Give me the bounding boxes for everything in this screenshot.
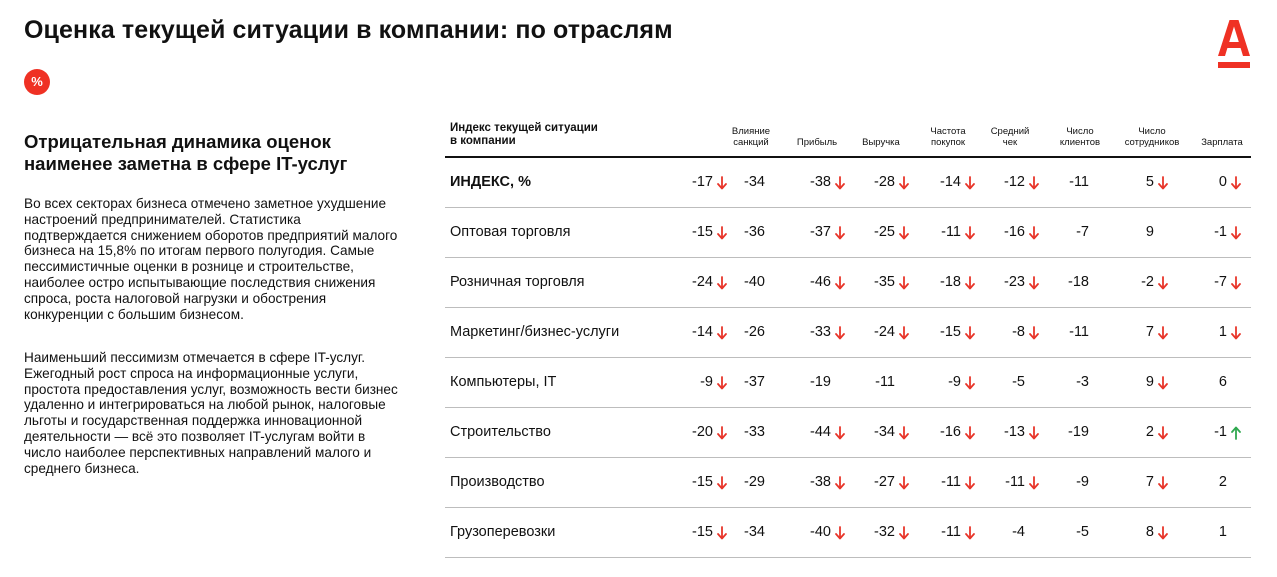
cell-value: -37 [744,374,765,390]
table-cell [923,374,983,392]
cell-value: -19 [810,374,831,390]
column-header [1117,126,1187,148]
column-header-line-1: Частота [930,126,966,137]
arrow-down-icon [1158,376,1168,390]
arrow-down-icon [965,376,975,390]
cell-value: -28 [874,174,895,190]
cell-value: -15 [692,524,713,540]
cell-value: -44 [810,424,831,440]
table-cell [1051,274,1111,292]
arrow-down-icon [717,526,727,540]
arrow-down-icon [1158,476,1168,490]
table-cell [727,424,787,442]
cell-value: -1 [1214,424,1227,440]
column-header [846,137,916,148]
cell-value: 0 [1218,174,1227,190]
cell-value: -34 [744,524,765,540]
arrow-down-icon [1231,276,1241,290]
cell-value: -11 [941,474,961,490]
cell-value: -34 [874,424,895,440]
arrow-down-icon [835,526,845,540]
arrow-down-icon [1029,476,1039,490]
subheading-line-1: Отрицательная динамика оценок [24,131,331,152]
table-cell [1189,174,1249,192]
table-cell [857,174,917,192]
cell-value: -37 [810,224,831,240]
arrow-down-icon [1029,276,1039,290]
cell-value: -2 [1141,274,1154,290]
cell-value: -18 [940,274,961,290]
table-cell [1189,424,1249,442]
cell-value: -9 [1076,474,1089,490]
table-cell [987,424,1047,442]
table-cell [1189,524,1249,542]
table-cell [1051,224,1111,242]
arrow-down-icon [1231,226,1241,240]
table-body [445,158,1251,558]
table-cell [923,474,983,492]
table-row [445,408,1251,458]
cell-value: -24 [692,274,713,290]
table-cell [987,474,1047,492]
table-cell [675,224,735,242]
cell-value: -38 [810,474,831,490]
table-cell [1051,524,1111,542]
index-table [445,120,1251,558]
row-label: Розничная торговля [450,274,585,290]
cell-value: -11 [1069,174,1089,190]
cell-value: -15 [692,224,713,240]
column-header-line-2: клиентов [1059,137,1101,148]
cell-value: 1 [1218,324,1227,340]
cell-value: -14 [940,174,961,190]
cell-value: -11 [1069,324,1089,340]
cell-value: 6 [1218,374,1227,390]
column-header-line-2: Зарплата [1201,137,1243,148]
arrow-down-icon [717,176,727,190]
row-label: Грузоперевозки [450,524,556,540]
cell-value: -15 [940,324,961,340]
table-cell [1116,324,1176,342]
row-label: Оптовая торговля [450,224,571,240]
table-cell [857,274,917,292]
cell-value: -20 [692,424,713,440]
cell-value: -23 [1004,274,1025,290]
column-header-line-1: Число [1066,126,1094,137]
column-header-line-1: Число [1138,126,1166,137]
table-cell [923,174,983,192]
arrow-down-icon [1158,526,1168,540]
arrow-down-icon [717,476,727,490]
cell-value: -35 [874,274,895,290]
table-cell [857,424,917,442]
arrow-down-icon [1029,226,1039,240]
arrow-down-icon [899,476,909,490]
table-cell [1189,374,1249,392]
cell-value: -16 [1004,224,1025,240]
arrow-down-icon [1029,176,1039,190]
cell-value: -15 [692,474,713,490]
cell-value: 8 [1145,524,1154,540]
cell-value: -40 [810,524,831,540]
table-cell [987,374,1047,392]
row-label: Строительство [450,424,551,440]
row-label: Компьютеры, IT [450,374,557,390]
table-cell [793,374,853,392]
table-cell [1051,424,1111,442]
cell-value: -4 [1012,524,1025,540]
table-cell [727,524,787,542]
column-header [782,137,852,148]
cell-value: -33 [744,424,765,440]
table-cell [1116,424,1176,442]
arrow-down-icon [717,226,727,240]
table-row [445,358,1251,408]
cell-value: -24 [874,324,895,340]
cell-value: -27 [874,474,895,490]
table-cell [727,174,787,192]
cell-value: 2 [1218,474,1227,490]
table-cell [675,274,735,292]
cell-value: -26 [744,324,765,340]
arrow-down-icon [965,176,975,190]
cell-value: -7 [1076,224,1089,240]
arrow-down-icon [717,326,727,340]
table-cell [675,524,735,542]
table-cell [1116,274,1176,292]
cell-value: -11 [1005,474,1025,490]
cell-value: -17 [692,174,713,190]
page-title: Оценка текущей ситуации в компании: по отраслям [24,16,673,44]
table-row [445,508,1251,558]
arrow-down-icon [717,376,727,390]
arrow-down-icon [1231,176,1241,190]
table-cell [1116,474,1176,492]
table-cell [793,324,853,342]
table-cell [1116,224,1176,242]
cell-value: -11 [941,524,961,540]
table-cell [727,324,787,342]
table-row [445,158,1251,208]
cell-value: 5 [1145,174,1154,190]
table-cell [1116,174,1176,192]
cell-value: -9 [700,374,713,390]
table-row [445,308,1251,358]
table-row [445,458,1251,508]
column-header-line-2: сотрудников [1124,137,1180,148]
table-cell [923,274,983,292]
cell-value: -18 [1068,274,1089,290]
cell-value: -16 [940,424,961,440]
arrow-down-icon [965,526,975,540]
arrow-down-icon [835,226,845,240]
cell-value: -13 [1004,424,1025,440]
cell-value: -40 [744,274,765,290]
cell-value: -9 [948,374,961,390]
row-label: Маркетинг/бизнес-услуги [450,324,620,340]
table-cell [675,424,735,442]
cell-value: -38 [810,174,831,190]
alfa-bank-logo [1216,20,1252,72]
column-header-line-2: Выручка [862,137,900,148]
cell-value: -12 [1004,174,1025,190]
arrow-down-icon [1231,326,1241,340]
column-header-line-2: покупок [930,137,966,148]
cell-value: -25 [874,224,895,240]
table-cell [923,224,983,242]
arrow-down-icon [899,426,909,440]
cell-value: -29 [744,474,765,490]
cell-value: -32 [874,524,895,540]
table-cell [675,374,735,392]
table-cell [675,324,735,342]
cell-value: -1 [1214,224,1227,240]
table-cell [987,324,1047,342]
table-cell [923,524,983,542]
cell-value: -11 [875,374,895,390]
arrow-down-icon [717,426,727,440]
column-header-line-2: чек [1002,137,1018,148]
table-cell [1116,374,1176,392]
row-label: ИНДЕКС, % [450,174,531,190]
arrow-down-icon [965,276,975,290]
column-header [1045,126,1115,148]
table-cell [793,524,853,542]
table-cell [857,224,917,242]
column-header [975,126,1045,148]
cell-value: -5 [1076,524,1089,540]
table-cell [987,174,1047,192]
table-cell [793,474,853,492]
column-header [1187,137,1257,148]
cell-value: -3 [1076,374,1089,390]
column-header [913,126,983,148]
arrow-down-icon [1158,276,1168,290]
cell-value: 2 [1145,424,1154,440]
table-cell [675,474,735,492]
arrow-down-icon [835,176,845,190]
arrow-down-icon [1158,326,1168,340]
arrow-up-icon [1231,426,1241,440]
arrow-down-icon [899,176,909,190]
table-cell [987,274,1047,292]
cell-value: 1 [1218,524,1227,540]
header-index-line-1: Индекс текущей ситуации [450,122,598,134]
table-cell [857,524,917,542]
table-cell [727,224,787,242]
cell-value: -33 [810,324,831,340]
table-row [445,258,1251,308]
arrow-down-icon [965,326,975,340]
row-label: Производство [450,474,545,490]
table-cell [1051,474,1111,492]
table-cell [923,324,983,342]
column-header-line-2: санкций [733,137,769,148]
arrow-down-icon [899,326,909,340]
table-cell [1051,374,1111,392]
cell-value: -19 [1068,424,1089,440]
arrow-down-icon [899,526,909,540]
table-cell [1189,324,1249,342]
table-row [445,208,1251,258]
paragraph-1: Во всех секторах бизнеса отмечено заметное ухудшение настроений предпринимателей. Статистика подтверждается снижением оборотов предприятий малого бизнеса на 15,8% по итогам первого полугодия. Самые пессимистичные оценки в рознице и строительстве, наиболее остро испытывающие последствия снижения спроса, роста налоговой нагрузки и обострения конкуренции с большим бизнесом. [24,196,398,322]
table-cell [923,424,983,442]
table-cell [727,374,787,392]
table-cell [1189,224,1249,242]
arrow-down-icon [1158,426,1168,440]
arrow-down-icon [965,226,975,240]
cell-value: 7 [1145,324,1154,340]
cell-value: -11 [941,224,961,240]
table-cell [793,174,853,192]
arrow-down-icon [1029,326,1039,340]
arrow-down-icon [1158,176,1168,190]
table-cell [1051,324,1111,342]
table-cell [727,474,787,492]
arrow-down-icon [1029,426,1039,440]
table-cell [1116,524,1176,542]
paragraph-2: Наименьший пессимизм отмечается в сфере IT-услуг. Ежегодный рост спроса на информационные услуги, простота предоставления услуг, возможность вести бизнес удаленно и интегрироваться на любой рынок, налоговые льготы и государственная поддержка инновационной деятельности — всё это позволяет IT-услугам войти в число наиболее перспективных направлений малого и среднего бизнеса. [24,350,398,476]
header-index-line-2: в компании [450,135,516,147]
cell-value: 9 [1145,224,1154,240]
column-header-line-1: Влияние [731,126,771,137]
subheading-line-2: наименее заметна в сфере IT-услуг [24,153,348,174]
table-cell [793,274,853,292]
arrow-down-icon [835,426,845,440]
table-cell [857,324,917,342]
cell-value: -8 [1012,324,1025,340]
table-cell [793,424,853,442]
arrow-down-icon [835,276,845,290]
arrow-down-icon [835,326,845,340]
arrow-down-icon [899,276,909,290]
percent-badge: % [24,69,50,95]
cell-value: -34 [744,174,765,190]
header-index-label [450,122,650,148]
table-cell [793,224,853,242]
cell-value: 9 [1145,374,1154,390]
arrow-down-icon [965,476,975,490]
table-cell [857,374,917,392]
table-cell [1051,174,1111,192]
column-header [716,126,786,148]
table-cell [857,474,917,492]
table-cell [1189,474,1249,492]
table-cell [727,274,787,292]
section-subheading [24,131,414,175]
cell-value: -46 [810,274,831,290]
column-header-line-2: Прибыль [796,137,838,148]
arrow-down-icon [965,426,975,440]
arrow-down-icon [717,276,727,290]
table-cell [987,224,1047,242]
column-header-line-1: Средний [990,126,1030,137]
cell-value: -7 [1214,274,1227,290]
table-cell [1189,274,1249,292]
cell-value: -14 [692,324,713,340]
cell-value: -5 [1012,374,1025,390]
arrow-down-icon [899,226,909,240]
arrow-down-icon [835,476,845,490]
cell-value: -36 [744,224,765,240]
table-header [445,120,1251,158]
table-cell [987,524,1047,542]
table-cell [675,174,735,192]
cell-value: 7 [1145,474,1154,490]
